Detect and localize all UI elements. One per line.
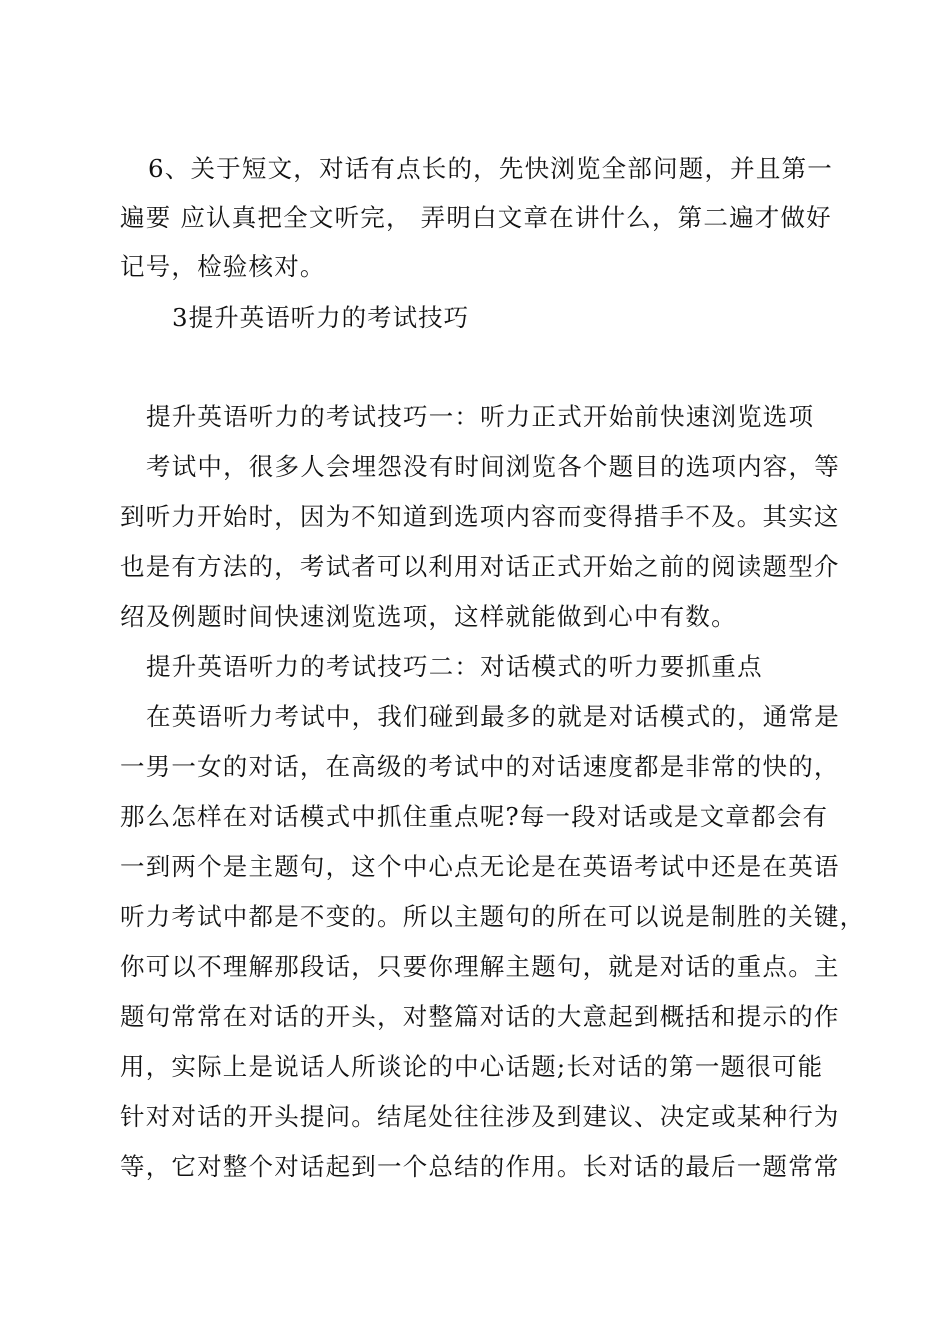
text-line: 考试中，很多人会埋怨没有时间浏览各个题目的选项内容，等 — [146, 452, 840, 481]
text-line: 针对对话的开头提问。结尾处往往涉及到建议、决定或某种行为 — [120, 1102, 840, 1131]
subsection-heading: 提升英语听力的考试技巧二：对话模式的听力要抓重点 — [146, 652, 763, 681]
text-line: 一男一女的对话，在高级的考试中的对话速度都是非常的快的， — [120, 752, 840, 781]
text-line: 遍要 应认真把全文听完， 弄明白文章在讲什么，第二遍才做好 — [120, 203, 832, 232]
text-line: 记号，检验核对。 — [120, 252, 326, 281]
text-line: 到听力开始时，因为不知道到选项内容而变得措手不及。其实这 — [120, 502, 840, 531]
text-line: 绍及例题时间快速浏览选项，这样就能做到心中有数。 — [120, 602, 737, 631]
text-line: 在英语听力考试中，我们碰到最多的就是对话模式的，通常是 — [146, 702, 840, 731]
section-heading: 3提升英语听力的考试技巧 — [172, 303, 470, 332]
text-line: 你可以不理解那段话，只要你理解主题句，就是对话的重点。主 — [120, 952, 840, 981]
text-line: 听力考试中都是不变的。所以主题句的所在可以说是制胜的关键， — [120, 902, 866, 931]
text-line: 那么怎样在对话模式中抓住重点呢?每一段对话或是文章都会有 — [120, 802, 829, 831]
text-line: 用，实际上是说话人所谈论的中心话题;长对话的第一题很可能 — [120, 1052, 824, 1081]
text-line: 等，它对整个对话起到一个总结的作用。长对话的最后一题常常 — [120, 1152, 840, 1181]
text-line: 一到两个是主题句，这个中心点无论是在英语考试中还是在英语 — [120, 852, 840, 881]
text-line: 题句常常在对话的开头，对整篇对话的大意起到概括和提示的作 — [120, 1002, 840, 1031]
subsection-heading: 提升英语听力的考试技巧一：听力正式开始前快速浏览选项 — [146, 402, 815, 431]
text-line: 6、关于短文，对话有点长的，先快浏览全部问题，并且第一 — [148, 154, 833, 183]
text-line: 也是有方法的，考试者可以利用对话正式开始之前的阅读题型介 — [120, 552, 840, 581]
